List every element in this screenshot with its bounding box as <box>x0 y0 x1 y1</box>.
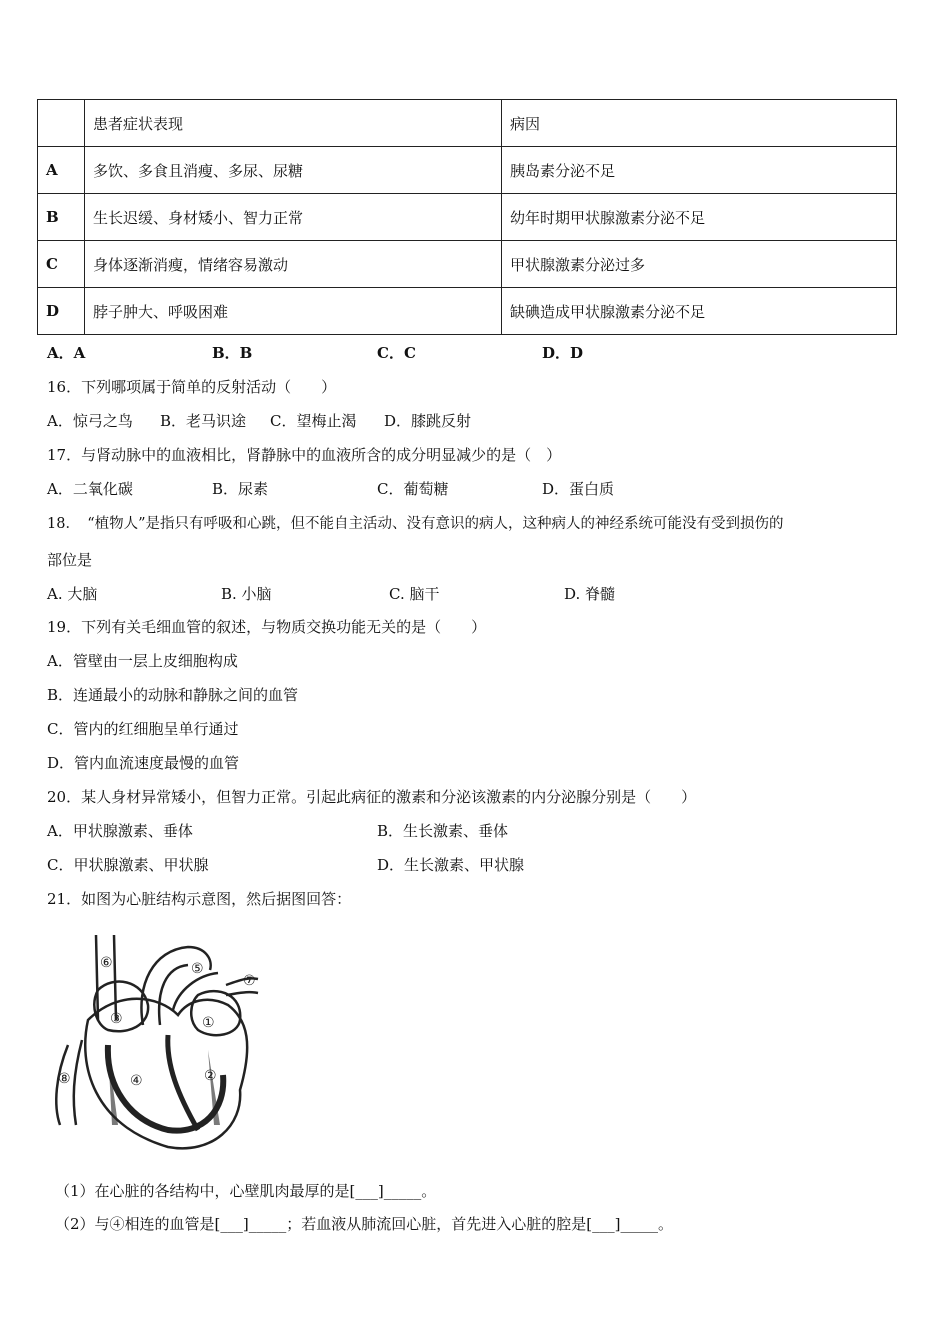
row-label: D <box>38 288 85 335</box>
label-4: ④ <box>130 1073 143 1089</box>
label-6: ⑥ <box>100 955 113 971</box>
table-header-cause: 病因 <box>502 100 897 147</box>
q17-option-d[interactable]: D．蛋白质 <box>542 480 615 498</box>
q21-stem: 21．如图为心脏结构示意图，然后据图回答： <box>47 890 352 908</box>
q17-stem: 17．与肾动脉中的血液相比，肾静脉中的血液所含的成分明显减少的是（ ） <box>47 446 562 464</box>
row-cause: 胰岛素分泌不足 <box>502 147 897 194</box>
q19-option-a[interactable]: A．管壁由一层上皮细胞构成 <box>47 652 238 670</box>
q19-option-c[interactable]: C．管内的红细胞呈单行通过 <box>47 720 239 738</box>
q18-option-d[interactable]: D. 脊髓 <box>564 585 616 603</box>
table-row <box>38 194 897 241</box>
table-row <box>38 288 897 335</box>
row-label: A <box>38 147 85 194</box>
q20-option-a[interactable]: A．甲状腺激素、垂体 <box>47 822 193 840</box>
table-row <box>38 241 897 288</box>
row-label: C <box>38 241 85 288</box>
q17-option-a[interactable]: A．二氧化碳 <box>47 480 133 498</box>
q18-option-c[interactable]: C. 脑干 <box>389 585 440 603</box>
q15-option-d[interactable]: D．D <box>542 344 584 362</box>
symptom-cause-table <box>37 99 897 335</box>
q16-option-a[interactable]: A．惊弓之鸟 <box>47 412 133 430</box>
label-5: ⑤ <box>191 961 204 977</box>
label-7: ⑦ <box>243 973 256 989</box>
row-symptom: 生长迟缓、身材矮小、智力正常 <box>85 194 502 241</box>
q15-option-c[interactable]: C．C <box>377 344 416 362</box>
table-row <box>38 147 897 194</box>
table-header-row <box>38 100 897 147</box>
q17-option-b[interactable]: B．尿素 <box>212 480 269 498</box>
q15-option-a[interactable]: A．A <box>47 344 86 362</box>
row-cause: 甲状腺激素分泌过多 <box>502 241 897 288</box>
q19-stem: 19．下列有关毛细血管的叙述，与物质交换功能无关的是（ ） <box>47 618 487 636</box>
label-2: ② <box>204 1068 217 1084</box>
q16-option-c[interactable]: C．望梅止渴 <box>270 412 357 430</box>
q20-option-c[interactable]: C．甲状腺激素、甲状腺 <box>47 856 209 874</box>
q20-option-b[interactable]: B．生长激素、垂体 <box>377 822 509 840</box>
row-label: B <box>38 194 85 241</box>
q19-option-b[interactable]: B．连通最小的动脉和静脉之间的血管 <box>47 686 299 704</box>
q18-option-a[interactable]: A. 大脑 <box>47 585 98 603</box>
q21-sub2: （2）与④相连的血管是[___]_____；若血液从肺流回心脏，首先进入心脏的腔是[___]_____。 <box>55 1215 673 1233</box>
table-header-label <box>38 100 85 147</box>
q18-stem-line1: 18． “植物人”是指只有呼吸和心跳，但不能自主活动、没有意识的病人，这种病人的神经系统可能没有受到损伤的 <box>47 516 784 532</box>
row-cause: 幼年时期甲状腺激素分泌不足 <box>502 194 897 241</box>
q16-stem: 16．下列哪项属于简单的反射活动（ ） <box>47 378 337 396</box>
q20-stem: 20．某人身材异常矮小，但智力正常。引起此病征的激素和分泌该激素的内分泌腺分别是（ ） <box>47 788 697 806</box>
row-symptom: 多饮、多食且消瘦、多尿、尿糖 <box>85 147 502 194</box>
row-symptom: 脖子肿大、呼吸困难 <box>85 288 502 335</box>
row-cause: 缺碘造成甲状腺激素分泌不足 <box>502 288 897 335</box>
q19-option-d[interactable]: D．管内血流速度最慢的血管 <box>47 754 240 772</box>
q17-option-c[interactable]: C．葡萄糖 <box>377 480 449 498</box>
table-header-symptom: 患者症状表现 <box>85 100 502 147</box>
q18-stem-line2: 部位是 <box>47 551 93 569</box>
q21-sub1: （1）在心脏的各结构中，心壁肌肉最厚的是[___]_____。 <box>55 1182 437 1200</box>
label-3: ③ <box>110 1011 123 1027</box>
q16-option-d[interactable]: D．膝跳反射 <box>384 412 472 430</box>
q15-option-b[interactable]: B．B <box>212 344 253 362</box>
q18-option-b[interactable]: B. 小脑 <box>221 585 272 603</box>
q16-option-b[interactable]: B．老马识途 <box>160 412 247 430</box>
label-8: ⑧ <box>58 1071 71 1087</box>
heart-diagram <box>48 925 270 1157</box>
q20-option-d[interactable]: D．生长激素、甲状腺 <box>377 856 525 874</box>
row-symptom: 身体逐渐消瘦，情绪容易激动 <box>85 241 502 288</box>
label-1: ① <box>202 1015 215 1031</box>
